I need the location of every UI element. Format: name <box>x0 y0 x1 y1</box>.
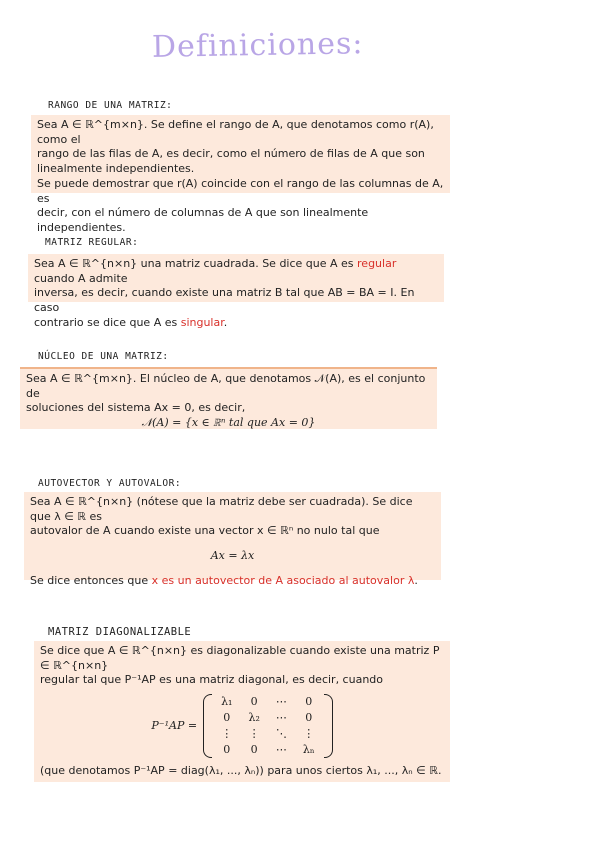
term-regular: regular <box>357 257 397 270</box>
text-line: Se dice que A ∈ ℝ^{n×n} es diagonalizable cuando existe una matriz P ∈ ℝ^{n×n} <box>40 644 440 672</box>
matrix-cell: λ₁ <box>221 694 233 708</box>
matrix-cell: ⋮ <box>221 726 233 740</box>
highlight-autovector: x es un autovector de A asociado al autovalor λ <box>151 573 415 587</box>
text-line: linealmente independientes. <box>37 162 195 176</box>
matrix-cell: 0 <box>250 742 258 756</box>
text-line: Se puede demostrar que r(A) coincide con el rango de las columnas de A, es <box>37 176 444 205</box>
text-line: regular tal que P⁻¹AP es una matriz diagonal, es decir, cuando <box>40 673 384 687</box>
matrix-cell: ⋱ <box>275 726 287 740</box>
matrix-cell: ⋮ <box>303 726 315 740</box>
matrix-cell: ⋯ <box>275 742 287 756</box>
text-line: contrario se dice que A es singular. <box>34 315 228 329</box>
formula-autovalor: Ax = λx <box>210 549 255 563</box>
matrix-cell: λₙ <box>302 742 315 756</box>
definition-rango <box>31 115 450 234</box>
text-line: autovalor de A cuando existe una vector x ∈ ℝⁿ no nulo tal que <box>30 524 380 538</box>
text-line: rango de las filas de A, es decir, como el número de filas de A que son <box>37 147 425 161</box>
page-title: Definiciones: <box>151 26 364 65</box>
text-line: Sea A ∈ ℝ^{m×n}. Se define el rango de A, que denotamos como r(A), como el <box>37 118 434 146</box>
definition-regular <box>28 254 444 329</box>
text-line: inversa, es decir, cuando existe una matriz B tal que AB = BA = I. En caso <box>34 286 415 315</box>
text-line: Se dice entonces que x es un autovector de A asociado al autovalor λ. <box>30 573 418 587</box>
text-line: soluciones del sistema Ax = 0, es decir, <box>26 401 246 415</box>
matrix-cell: 0 <box>305 710 313 724</box>
text-line: Sea A ∈ ℝ^{n×n} una matriz cuadrada. Se dice que A es regular cuando A admite <box>34 257 397 285</box>
heading-nucleo: NÚCLEO DE UNA MATRIZ: <box>38 351 169 362</box>
matrix-cell: 0 <box>223 742 231 756</box>
heading-diagonalizable: MATRIZ DIAGONALIZABLE <box>48 626 192 638</box>
matrix-cell: ⋯ <box>275 710 287 724</box>
heading-rango: RANGO DE UNA MATRIZ: <box>48 100 173 111</box>
text-line: Sea A ∈ ℝ^{n×n} (nótese que la matriz debe ser cuadrada). Se dice que λ ∈ ℝ es <box>30 495 413 523</box>
heading-autovector: AUTOVECTOR Y AUTOVALOR: <box>38 478 182 489</box>
definition-diagonalizable <box>34 641 450 782</box>
matrix-cell: 0 <box>250 694 258 708</box>
heading-regular: MATRIZ REGULAR: <box>45 237 139 248</box>
text-line: (que denotamos P⁻¹AP = diag(λ₁, ..., λₙ)) para unos ciertos λ₁, ..., λₙ ∈ ℝ. <box>40 764 442 778</box>
text-line: Sea A ∈ ℝ^{m×n}. El núcleo de A, que denotamos 𝒩(A), es el conjunto de <box>26 372 426 400</box>
matrix-cell: λ₂ <box>248 710 260 724</box>
matrix-cell: 0 <box>223 710 231 724</box>
matrix-cell: ⋮ <box>248 726 260 740</box>
diagonal-matrix-equation <box>40 694 444 758</box>
matrix-lhs: P⁻¹AP = <box>151 718 198 732</box>
text-line: decir, con el número de columnas de A que son linealmente independientes. <box>37 206 369 234</box>
matrix-cell: ⋯ <box>275 694 287 708</box>
term-singular: singular <box>180 315 224 329</box>
formula-nucleo: 𝒩(A) = {x ∈ ℝⁿ tal que Ax = 0} <box>141 416 316 430</box>
diagonal-matrix <box>203 694 333 758</box>
definition-autovector <box>24 492 441 587</box>
matrix-cell: 0 <box>305 694 313 708</box>
definition-nucleo <box>20 367 437 429</box>
